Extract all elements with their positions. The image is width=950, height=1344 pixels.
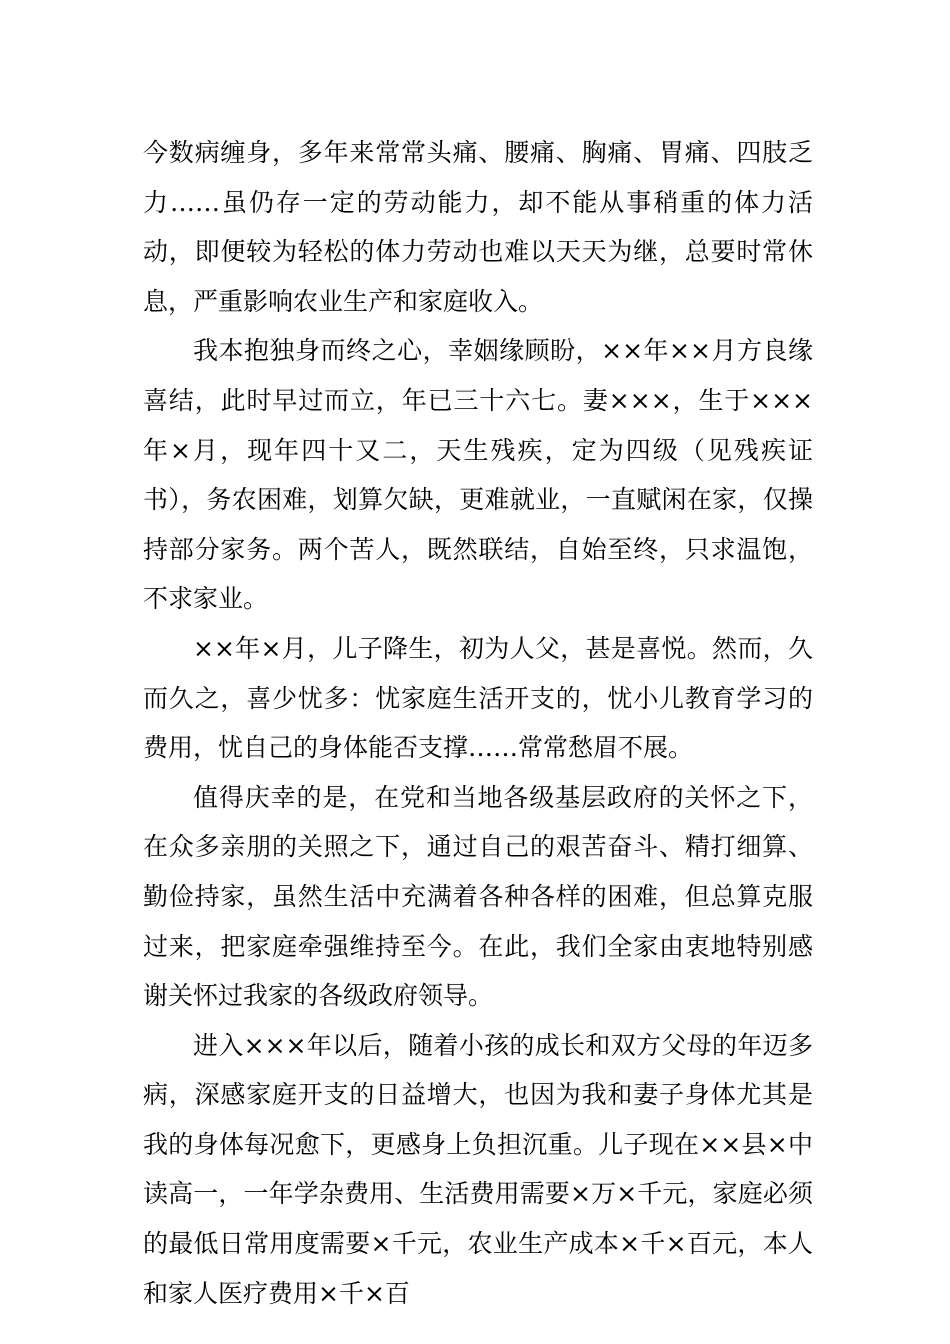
paragraph-1: 今数病缠身，多年来常常头痛、腰痛、胸痛、胃痛、四肢乏力……虽仍存一定的劳动能力，却不能从事稍重的体力活动，即便较为轻松的体力劳动也难以天天为继，总要时常休息，严重影响农业生产和家庭收入。 [143, 138, 813, 316]
document-body [143, 128, 813, 1318]
paragraph-4: 值得庆幸的是，在党和当地各级基层政府的关怀之下，在众多亲朋的关照之下，通过自己的艰苦奋斗、精打细算、勤俭持家，虽然生活中充满着各种各样的困难，但总算克服过来，把家庭牵强维持至今。在此，我们全家由衷地特别感谢关怀过我家的各级政府领导。 [143, 782, 813, 1011]
paragraph-5: 进入×××年以后，随着小孩的成长和双方父母的年迈多病，深感家庭开支的日益增大，也因为我和妻子身体尤其是我的身体每况愈下，更感身上负担沉重。儿子现在××县×中读高一，一年学杂费用、生活费用需要×万×千元，家庭必须的最低日常用度需要×千元，农业生产成本×千×百元，本人和家人医疗费用×千×百 [143, 1030, 813, 1308]
paragraph-3: ××年×月，儿子降生，初为人父，甚是喜悦。然而，久而久之，喜少忧多：忧家庭生活开支的，忧小儿教育学习的费用，忧自己的身体能否支撑……常常愁眉不展。 [143, 633, 813, 763]
paragraph-2: 我本抱独身而终之心，幸姻缘顾盼，××年××月方良缘喜结，此时早过而立，年已三十六七。妻×××，生于×××年×月，现年四十又二，天生残疾，定为四级（见残疾证书），务农困难，划算欠缺，更难就业，一直赋闲在家，仅操持部分家务。两个苦人，既然联结，自始至终，只求温饱，不求家业。 [143, 336, 813, 614]
